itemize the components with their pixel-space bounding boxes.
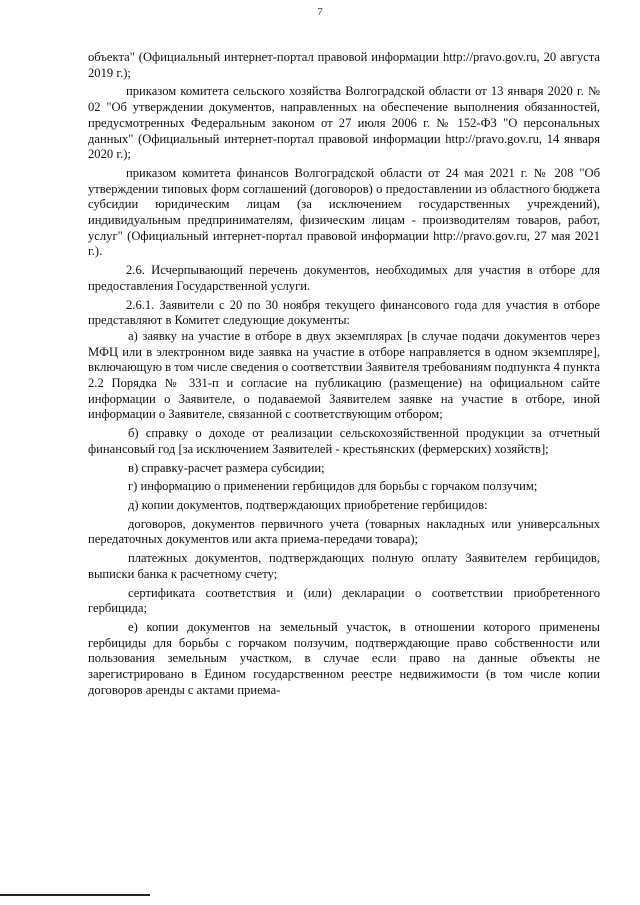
- paragraph-agriculture-order: приказом комитета сельского хозяйства Волгоградской области от 13 января 2020 г. № 02 "Об утверждении документов, направленных на обеспечение выполнения обязанностей, предусмотренных Федеральным законом от 27 июля 2006 г. № 152-ФЗ "О персональных данных" (Официальный интернет-портал правовой информации http://pravo.gov.ru, 14 января 2020 г.);: [88, 84, 600, 162]
- list-item-d-payments: платежных документов, подтверждающих полную оплату Заявителем гербицидов, выписки банка к расчетному счету;: [88, 551, 600, 581]
- list-item-g: г) информацию о применении гербицидов для борьбы с горчаком ползучим;: [128, 479, 538, 494]
- paragraph-finance-order: приказом комитета финансов Волгоградской области от 24 мая 2021 г. № 208 "Об утверждении типовых форм соглашений (договоров) о предоставлении из областного бюджета субсидии юридическим лицам (за исключением государственных учреждений), индивидуальным предпринимателям, физическим лицам - производителям товаров, работ, услуг" (Официальный интернет-портал правовой информации http://pravo.gov.ru, 27 мая 2021 г.).: [88, 165, 600, 259]
- list-item-e: е) копии документов на земельный участок, в отношении которого применены гербициды для борьбы с горчаком ползучим, подтверждающие право собственности или пользования земельным участком, в случае если право на данные объекты не зарегистрировано в Едином государственном реестре недвижимости (в том числе копии договоров аренды с актами приема-: [88, 619, 600, 697]
- scan-artifact-line: [0, 894, 150, 896]
- list-item-v: в) справку-расчет размера субсидии;: [128, 460, 325, 475]
- list-item-d: д) копии документов, подтверждающих приобретение гербицидов:: [128, 497, 488, 512]
- list-item-d-certificates: сертификата соответствия и (или) декларации о соответствии приобретенного гербицида;: [88, 585, 600, 616]
- list-item-a: а) заявку на участие в отборе в двух экземплярах [в случае подачи документов через МФЦ или в электронном виде заявка на участие в отборе направляется в одном экземпляре], включающую в том числе сведения о соответствии Заявителя требованиям подпункта 4 пункта 2.2 Порядка № 331-п и согласие на публикацию (размещение) на официальном сайте информации о Заявителе, о подаваемой Заявителем заявке на участие в отборе, иной информации о Заявителе, связанной с соответствующим отбором;: [88, 328, 600, 422]
- document-body: [88, 50, 600, 698]
- page-number: 7: [317, 6, 323, 18]
- paragraph-2-6: 2.6. Исчерпывающий перечень документов, необходимых для участия в отборе для предоставления Государственной услуги.: [88, 263, 600, 293]
- paragraph-2-6-1: 2.6.1. Заявители с 20 по 30 ноября текущего финансового года для участия в отборе представляют в Комитет следующие документы:: [88, 297, 600, 328]
- paragraph-object-reference: объекта" (Официальный интернет-портал правовой информации http://pravo.gov.ru, 20 августа 2019 г.);: [88, 50, 600, 80]
- list-item-d-contracts: договоров, документов первичного учета (товарных накладных или универсальных передаточных документов или акта приема-передачи товара);: [88, 516, 600, 547]
- list-item-b: б) справку о доходе от реализации сельскохозяйственной продукции за отчетный финансовый год [за исключением Заявителей - крестьянских (фермерских) хозяйств];: [88, 426, 600, 456]
